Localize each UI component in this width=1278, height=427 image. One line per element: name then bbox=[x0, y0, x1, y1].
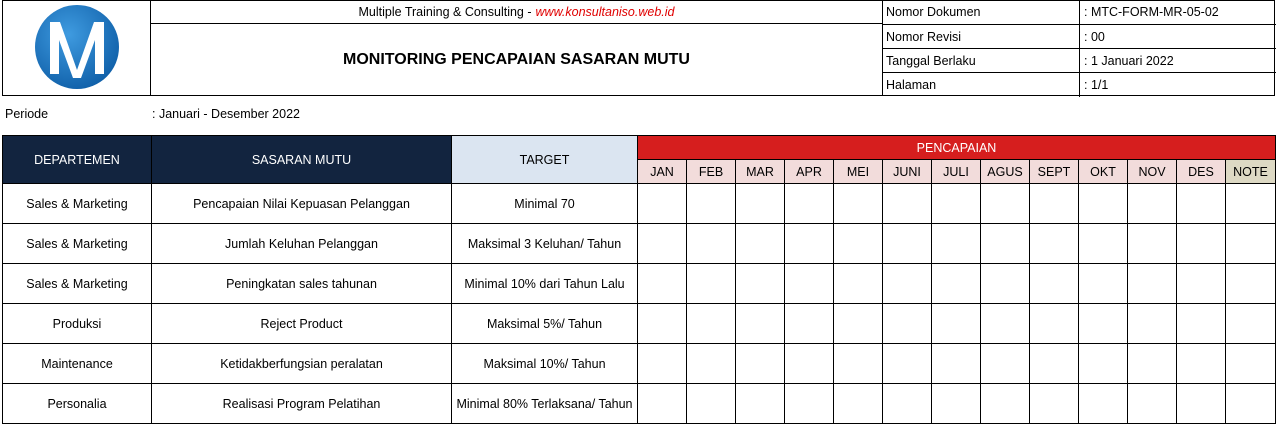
departemen-cell[interactable]: Sales & Marketing bbox=[3, 264, 152, 304]
month-header: JULI bbox=[932, 160, 981, 184]
meta-label: Tanggal Berlaku bbox=[883, 49, 1080, 73]
table-row bbox=[3, 184, 1276, 224]
month-cell[interactable] bbox=[687, 224, 736, 264]
month-cell[interactable] bbox=[834, 304, 883, 344]
table-row bbox=[3, 384, 1276, 424]
month-cell[interactable] bbox=[1030, 264, 1079, 304]
month-cell[interactable] bbox=[785, 224, 834, 264]
month-cell[interactable] bbox=[1128, 224, 1177, 264]
month-cell[interactable] bbox=[736, 384, 785, 424]
sasaran-cell[interactable]: Reject Product bbox=[152, 304, 452, 344]
month-header: FEB bbox=[687, 160, 736, 184]
note-cell[interactable] bbox=[1226, 224, 1276, 264]
month-cell[interactable] bbox=[638, 224, 687, 264]
departemen-cell[interactable]: Personalia bbox=[3, 384, 152, 424]
target-cell[interactable]: Minimal 10% dari Tahun Lalu bbox=[452, 264, 638, 304]
target-cell[interactable]: Minimal 70 bbox=[452, 184, 638, 224]
month-cell[interactable] bbox=[638, 184, 687, 224]
document-meta bbox=[882, 0, 1275, 96]
month-cell[interactable] bbox=[883, 224, 932, 264]
meta-label: Nomor Dokumen bbox=[883, 0, 1080, 24]
meta-row-nomor-revisi bbox=[883, 24, 1276, 49]
month-cell[interactable] bbox=[1030, 184, 1079, 224]
month-cell[interactable] bbox=[1030, 224, 1079, 264]
month-cell[interactable] bbox=[638, 384, 687, 424]
month-cell[interactable] bbox=[1079, 264, 1128, 304]
note-cell[interactable] bbox=[1226, 304, 1276, 344]
month-cell[interactable] bbox=[736, 224, 785, 264]
month-cell[interactable] bbox=[883, 184, 932, 224]
meta-value: : 00 bbox=[1084, 30, 1105, 44]
month-cell[interactable] bbox=[1128, 384, 1177, 424]
month-cell[interactable] bbox=[932, 344, 981, 384]
meta-row-halaman bbox=[883, 72, 1276, 97]
table-row bbox=[3, 224, 1276, 264]
departemen-cell[interactable]: Maintenance bbox=[3, 344, 152, 384]
month-cell[interactable] bbox=[981, 184, 1030, 224]
month-cell[interactable] bbox=[1177, 304, 1226, 344]
month-cell[interactable] bbox=[785, 344, 834, 384]
month-cell[interactable] bbox=[932, 224, 981, 264]
month-header: NOV bbox=[1128, 160, 1177, 184]
periode-value: : Januari - Desember 2022 bbox=[152, 107, 300, 121]
month-cell[interactable] bbox=[687, 184, 736, 224]
month-cell[interactable] bbox=[981, 264, 1030, 304]
month-cell[interactable] bbox=[1079, 184, 1128, 224]
column-header-target: TARGET bbox=[452, 136, 638, 184]
page-title: MONITORING PENCAPAIAN SASARAN MUTU bbox=[343, 51, 690, 68]
month-cell[interactable] bbox=[932, 304, 981, 344]
table-body bbox=[3, 184, 1276, 424]
table-row bbox=[3, 264, 1276, 304]
month-cell[interactable] bbox=[687, 384, 736, 424]
month-cell[interactable] bbox=[736, 304, 785, 344]
periode-label: Periode bbox=[5, 107, 49, 121]
month-cell[interactable] bbox=[1030, 304, 1079, 344]
month-cell[interactable] bbox=[736, 344, 785, 384]
month-cell[interactable] bbox=[1177, 384, 1226, 424]
month-header: OKT bbox=[1079, 160, 1128, 184]
month-cell[interactable] bbox=[638, 304, 687, 344]
month-cell[interactable] bbox=[883, 384, 932, 424]
month-cell[interactable] bbox=[1177, 264, 1226, 304]
company-url-link[interactable]: www.konsultaniso.web.id bbox=[535, 4, 675, 19]
month-cell[interactable] bbox=[638, 264, 687, 304]
month-header: JAN bbox=[638, 160, 687, 184]
month-cell[interactable] bbox=[1128, 184, 1177, 224]
note-cell[interactable] bbox=[1226, 184, 1276, 224]
meta-label: Halaman bbox=[883, 73, 1080, 97]
note-cell[interactable] bbox=[1226, 384, 1276, 424]
note-header: NOTE bbox=[1226, 160, 1276, 184]
month-header: SEPT bbox=[1030, 160, 1079, 184]
month-cell[interactable] bbox=[834, 344, 883, 384]
sasaran-cell[interactable]: Peningkatan sales tahunan bbox=[152, 264, 452, 304]
meta-row-tanggal-berlaku bbox=[883, 48, 1276, 73]
month-cell[interactable] bbox=[883, 264, 932, 304]
target-cell[interactable]: Maksimal 5%/ Tahun bbox=[452, 304, 638, 344]
month-cell[interactable] bbox=[1030, 384, 1079, 424]
meta-value: : MTC-FORM-MR-05-02 bbox=[1084, 5, 1219, 19]
note-cell[interactable] bbox=[1226, 344, 1276, 384]
month-cell[interactable] bbox=[932, 384, 981, 424]
month-cell[interactable] bbox=[981, 344, 1030, 384]
month-cell[interactable] bbox=[1128, 304, 1177, 344]
month-cell[interactable] bbox=[1177, 224, 1226, 264]
sasaran-mutu-table bbox=[2, 135, 1276, 424]
note-cell[interactable] bbox=[1226, 264, 1276, 304]
m-logo-icon bbox=[2, 0, 151, 96]
target-cell[interactable]: Maksimal 3 Keluhan/ Tahun bbox=[452, 224, 638, 264]
month-cell[interactable] bbox=[1079, 344, 1128, 384]
sasaran-cell[interactable]: Pencapaian Nilai Kepuasan Pelanggan bbox=[152, 184, 452, 224]
month-cell[interactable] bbox=[687, 304, 736, 344]
month-cell[interactable] bbox=[834, 384, 883, 424]
target-cell[interactable]: Maksimal 10%/ Tahun bbox=[452, 344, 638, 384]
month-cell[interactable] bbox=[1177, 344, 1226, 384]
month-cell[interactable] bbox=[1128, 264, 1177, 304]
month-cell[interactable] bbox=[736, 184, 785, 224]
month-header: APR bbox=[785, 160, 834, 184]
month-cell[interactable] bbox=[1079, 384, 1128, 424]
month-cell[interactable] bbox=[687, 264, 736, 304]
meta-value: : 1 Januari 2022 bbox=[1084, 54, 1174, 68]
month-cell[interactable] bbox=[1030, 344, 1079, 384]
table-row bbox=[3, 304, 1276, 344]
month-cell[interactable] bbox=[1177, 184, 1226, 224]
sasaran-cell[interactable]: Ketidakberfungsian peralatan bbox=[152, 344, 452, 384]
sasaran-cell[interactable]: Realisasi Program Pelatihan bbox=[152, 384, 452, 424]
departemen-cell[interactable]: Produksi bbox=[3, 304, 152, 344]
sasaran-cell[interactable]: Jumlah Keluhan Pelanggan bbox=[152, 224, 452, 264]
meta-row-nomor-dokumen bbox=[883, 0, 1276, 24]
meta-label: Nomor Revisi bbox=[883, 25, 1080, 49]
month-cell[interactable] bbox=[1128, 344, 1177, 384]
month-cell[interactable] bbox=[687, 344, 736, 384]
month-header: JUNI bbox=[883, 160, 932, 184]
month-cell[interactable] bbox=[932, 184, 981, 224]
month-cell[interactable] bbox=[981, 384, 1030, 424]
company-name: Multiple Training & Consulting - bbox=[358, 4, 532, 19]
month-header: AGUS bbox=[981, 160, 1030, 184]
month-cell[interactable] bbox=[785, 264, 834, 304]
logo-cell bbox=[2, 0, 151, 96]
month-cell[interactable] bbox=[834, 264, 883, 304]
month-header: MEI bbox=[834, 160, 883, 184]
departemen-cell[interactable]: Sales & Marketing bbox=[3, 184, 152, 224]
table-row bbox=[3, 344, 1276, 384]
month-cell[interactable] bbox=[932, 264, 981, 304]
month-cell[interactable] bbox=[638, 344, 687, 384]
column-header-sasaran-mutu: SASARAN MUTU bbox=[152, 136, 452, 184]
month-cell[interactable] bbox=[736, 264, 785, 304]
month-cell[interactable] bbox=[834, 184, 883, 224]
column-header-departemen: DEPARTEMEN bbox=[3, 136, 152, 184]
month-header: DES bbox=[1177, 160, 1226, 184]
month-cell[interactable] bbox=[785, 184, 834, 224]
month-cell[interactable] bbox=[1079, 304, 1128, 344]
month-cell[interactable] bbox=[785, 304, 834, 344]
month-cell[interactable] bbox=[883, 344, 932, 384]
month-cell[interactable] bbox=[1079, 224, 1128, 264]
column-header-pencapaian: PENCAPAIAN bbox=[638, 136, 1276, 160]
month-cell[interactable] bbox=[981, 304, 1030, 344]
target-cell[interactable]: Minimal 80% Terlaksana/ Tahun bbox=[452, 384, 638, 424]
month-header: MAR bbox=[736, 160, 785, 184]
month-cell[interactable] bbox=[834, 224, 883, 264]
departemen-cell[interactable]: Sales & Marketing bbox=[3, 224, 152, 264]
company-line bbox=[151, 0, 882, 24]
month-cell[interactable] bbox=[981, 224, 1030, 264]
month-cell[interactable] bbox=[785, 384, 834, 424]
month-cell[interactable] bbox=[883, 304, 932, 344]
meta-value: : 1/1 bbox=[1084, 78, 1109, 92]
